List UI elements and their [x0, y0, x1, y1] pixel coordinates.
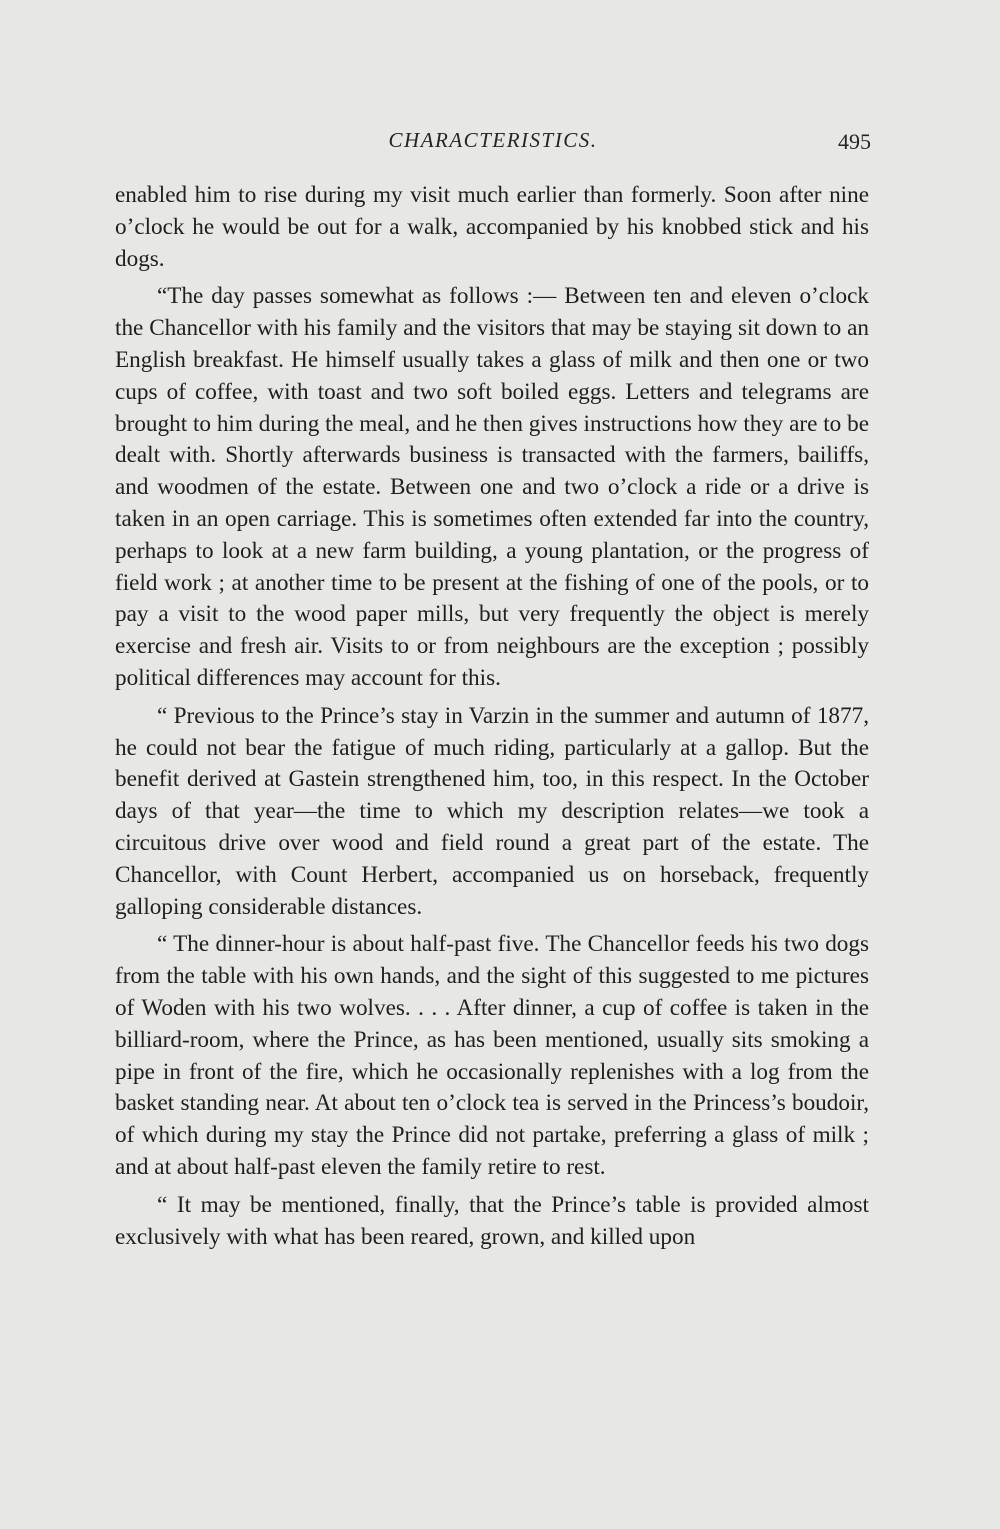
paragraph-riding: “ Previous to the Prince’s stay in Varzin in the summer and autumn of 1877, he could not bear the fatigue of much riding, particularly at a gallop. But the benefit derived at Gastein strengthened him, too, in this respect. In the October days of that year—the time to which my description relates—we took a circuitous drive over wood and field round a great part of the estate. The Chancellor, with Count Herbert, accompanied us on horseback, frequently galloping considerable distances. [115, 702, 869, 920]
paragraph-table: “ It may be mentioned, finally, that the Prince’s table is provided almost exclusively with what has been reared, grown, and killed upon [115, 1191, 869, 1250]
page-header [115, 128, 871, 164]
body-text [115, 180, 869, 1253]
paragraph-daily-routine: “The day passes somewhat as follows :— Between ten and eleven o’clock the Chancellor with his family and the visitors that may be staying sit down to an English breakfast. He himself usually takes a glass of milk and then one or two cups of coffee, with toast and two soft boiled eggs. Letters and telegrams are brought to him during the meal, and he then gives instructions how they are to be dealt with. Shortly afterwards business is transacted with the farmers, bailiffs, and woodmen of the estate. Between one and two o’clock a ride or a drive is taken in an open carriage. This is sometimes often extended far into the country, perhaps to look at a new farm building, a young plantation, or the progress of field work ; at another time to be present at the fishing of one of the pools, or to pay a visit to the wood paper mills, but very frequently the object is merely exercise and fresh air. Visits to or from neighbours are the exception ; possibly political differences may account for this. [115, 283, 869, 691]
running-head: CHARACTERISTICS. [388, 128, 598, 152]
paragraph-dinner: “ The dinner-hour is about half-past five. The Chancellor feeds his two dogs from the table with his own hands, and the sight of this suggested to me pictures of Woden with his two wolves. . . . After dinner, a cup of coffee is taken in the billiard-room, where the Prince, as has been mentioned, usually sits smoking a pipe in front of the fire, which he occasionally replenishes with a log from the basket standing near. At about ten o’clock tea is served in the Princess’s boudoir, of which during my stay the Prince did not partake, preferring a glass of milk ; and at about half-past eleven the family retire to rest. [115, 931, 869, 1180]
page-number: 495 [838, 129, 871, 154]
paragraph-continuation: enabled him to rise during my visit much earlier than formerly. Soon after nine o’clock he would be out for a walk, accompanied by his knobbed stick and his dogs. [115, 182, 869, 272]
